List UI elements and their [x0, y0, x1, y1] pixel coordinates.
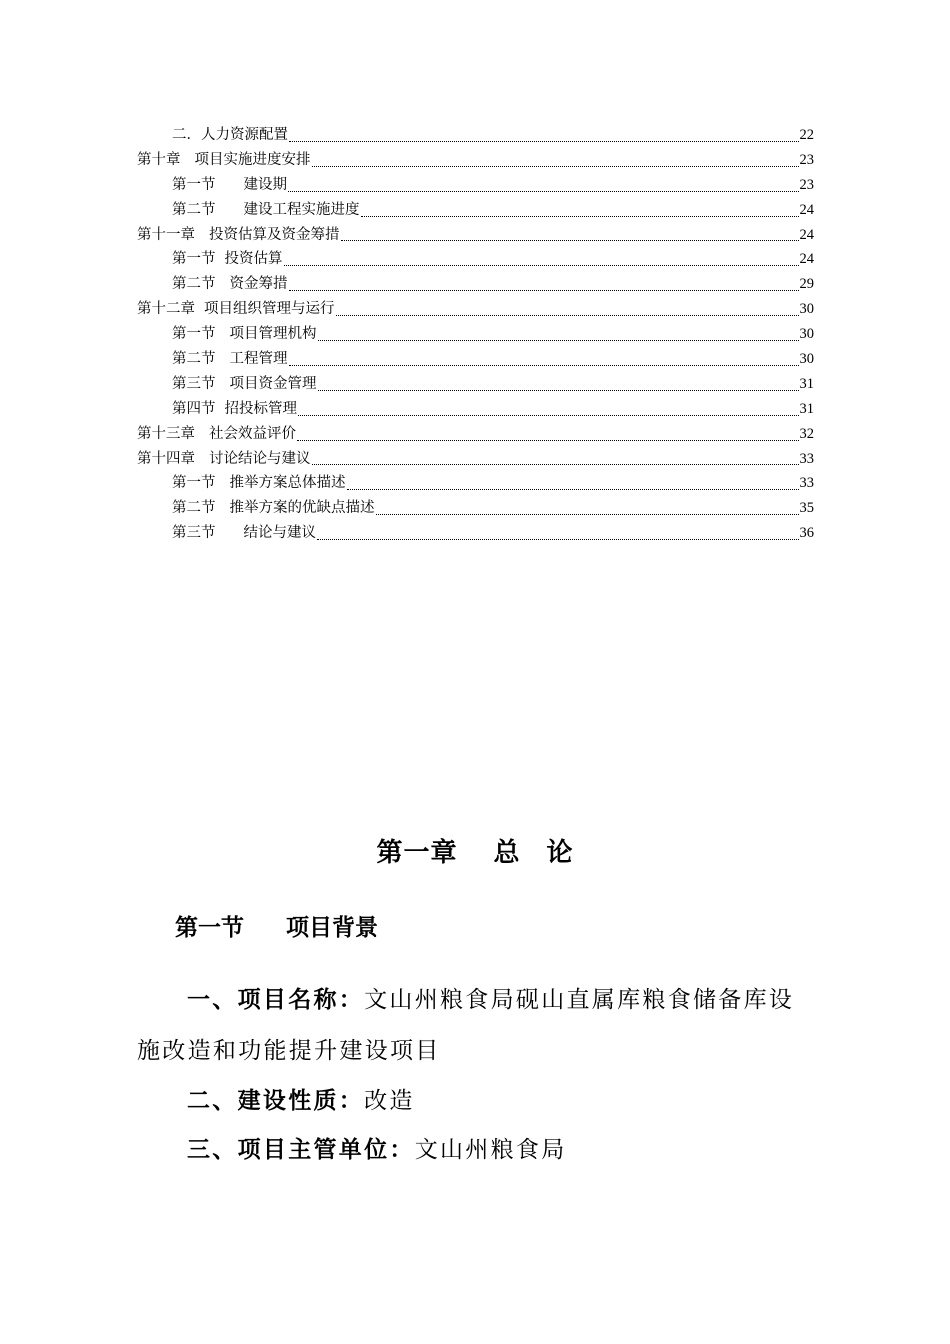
toc-entry-title: 讨论结论与建议 — [209, 450, 311, 467]
toc-entry-number: 第二节 — [172, 201, 216, 218]
toc-entry-title: 社会效益评价 — [209, 425, 296, 442]
toc-dot-leader — [376, 514, 799, 515]
toc-entry-title: 招投标管理 — [224, 400, 297, 417]
toc-entry-number: 第二节 — [172, 276, 216, 293]
table-of-contents — [137, 123, 814, 546]
toc-dot-leader — [318, 340, 799, 341]
toc-entry-section[interactable] — [137, 272, 814, 297]
toc-entry-title: 项目管理机构 — [229, 326, 317, 343]
toc-entry-number: 第一节 — [172, 475, 216, 492]
toc-entry-title: 投资估算 — [224, 251, 283, 268]
toc-entry-title: 资金筹措 — [229, 276, 288, 293]
toc-entry-chapter[interactable] — [137, 148, 814, 173]
project-name-label: 一、项目名称： — [187, 986, 365, 1013]
toc-entry-section[interactable] — [137, 471, 814, 496]
chapter-word-1: 总 — [493, 838, 521, 868]
toc-dot-leader — [336, 315, 799, 316]
toc-entry-section[interactable] — [137, 173, 814, 198]
toc-page-number: 29 — [799, 276, 814, 293]
toc-entry-title: 项目组织管理与运行 — [204, 301, 335, 318]
toc-dot-leader — [312, 464, 799, 465]
toc-entry-section[interactable] — [137, 347, 814, 372]
toc-entry-title: 建设期 — [243, 176, 287, 193]
section-title-text: 项目背景 — [286, 914, 378, 941]
construction-nature-paragraph — [137, 1075, 817, 1127]
toc-entry-title: 结论与建议 — [243, 525, 316, 542]
toc-entry-number: 第三节 — [172, 525, 216, 542]
chapter-number: 第一章 — [376, 838, 458, 868]
toc-dot-leader — [289, 365, 799, 366]
toc-page-number: 35 — [799, 500, 814, 517]
toc-page-number: 32 — [799, 425, 814, 442]
toc-entry-number: 二． — [172, 126, 201, 143]
toc-dot-leader — [312, 166, 799, 167]
supervising-unit-paragraph — [137, 1124, 817, 1176]
toc-entry-section[interactable] — [137, 198, 814, 223]
toc-entry-section[interactable] — [137, 496, 814, 521]
chapter-word-2: 论 — [546, 838, 574, 868]
toc-entry-section[interactable] — [137, 397, 814, 422]
toc-dot-leader — [288, 191, 799, 192]
toc-entry-title: 人力资源配置 — [201, 126, 288, 143]
project-name-paragraph — [137, 974, 817, 1077]
toc-page-number: 22 — [799, 126, 814, 143]
toc-page-number: 24 — [799, 201, 814, 218]
toc-page-number: 30 — [799, 301, 814, 318]
toc-entry-section[interactable] — [137, 247, 814, 272]
toc-page-number: 24 — [799, 226, 814, 243]
toc-entry-number: 第一节 — [172, 326, 216, 343]
toc-page-number: 30 — [799, 351, 814, 367]
toc-entry-number: 第一节 — [172, 176, 216, 193]
toc-entry-number: 第十四章 — [137, 450, 195, 467]
toc-entry-title: 推举方案总体描述 — [229, 475, 346, 492]
project-name-value: 文山州粮食局砚山直属库粮食储备库设施改造和功能提升建设项目 — [137, 987, 795, 1064]
toc-dot-leader — [298, 415, 799, 416]
toc-entry-title: 工程管理 — [229, 351, 288, 367]
toc-dot-leader — [317, 539, 799, 540]
toc-page-number: 31 — [799, 400, 814, 417]
toc-entry-number: 第一节 — [172, 251, 216, 268]
construction-nature-label: 二、建设性质： — [187, 1087, 365, 1114]
toc-dot-leader — [318, 390, 799, 391]
supervising-unit-label: 三、项目主管单位： — [187, 1136, 415, 1163]
toc-page-number: 23 — [799, 151, 814, 168]
toc-entry-chapter[interactable] — [137, 447, 814, 472]
construction-nature-value: 改造 — [364, 1088, 415, 1114]
toc-page-number: 31 — [799, 375, 814, 392]
supervising-unit-value: 文山州粮食局 — [414, 1137, 567, 1163]
toc-entry-chapter[interactable] — [137, 422, 814, 447]
section-heading — [175, 909, 378, 942]
chapter-heading — [0, 832, 950, 869]
toc-entry-number: 第二节 — [172, 351, 216, 367]
toc-entry-title: 项目实施进度安排 — [194, 151, 311, 168]
toc-entry-section[interactable] — [137, 123, 814, 148]
toc-entry-number: 第十一章 — [137, 226, 195, 243]
toc-dot-leader — [297, 440, 799, 441]
toc-entry-number: 第三节 — [172, 375, 216, 392]
toc-page-number: 24 — [799, 251, 814, 268]
toc-dot-leader — [361, 216, 799, 217]
toc-page-number: 33 — [799, 450, 814, 467]
toc-entry-number: 第十三章 — [137, 425, 195, 442]
toc-entry-section[interactable] — [137, 372, 814, 397]
toc-dot-leader — [289, 290, 799, 291]
toc-entry-title: 投资估算及资金筹措 — [209, 226, 340, 243]
toc-entry-number: 第四节 — [172, 400, 216, 417]
toc-dot-leader — [347, 489, 799, 490]
toc-entry-number: 第十二章 — [137, 301, 195, 318]
toc-page-number: 36 — [799, 525, 814, 542]
toc-page-number: 23 — [799, 176, 814, 193]
toc-entry-section[interactable] — [137, 521, 814, 546]
toc-entry-title: 项目资金管理 — [229, 375, 317, 392]
section-number: 第一节 — [175, 914, 244, 941]
toc-entry-number: 第二节 — [172, 500, 216, 517]
toc-dot-leader — [341, 240, 799, 241]
toc-dot-leader — [289, 141, 799, 142]
toc-entry-section[interactable] — [137, 322, 814, 347]
toc-entry-chapter[interactable] — [137, 223, 814, 248]
toc-entry-title: 建设工程实施进度 — [243, 201, 360, 218]
toc-entry-number: 第十章 — [137, 151, 181, 168]
toc-entry-title: 推举方案的优缺点描述 — [229, 500, 375, 517]
toc-page-number: 30 — [799, 326, 814, 343]
toc-dot-leader — [284, 265, 799, 266]
toc-entry-chapter[interactable] — [137, 297, 814, 322]
toc-page-number: 33 — [799, 475, 814, 492]
